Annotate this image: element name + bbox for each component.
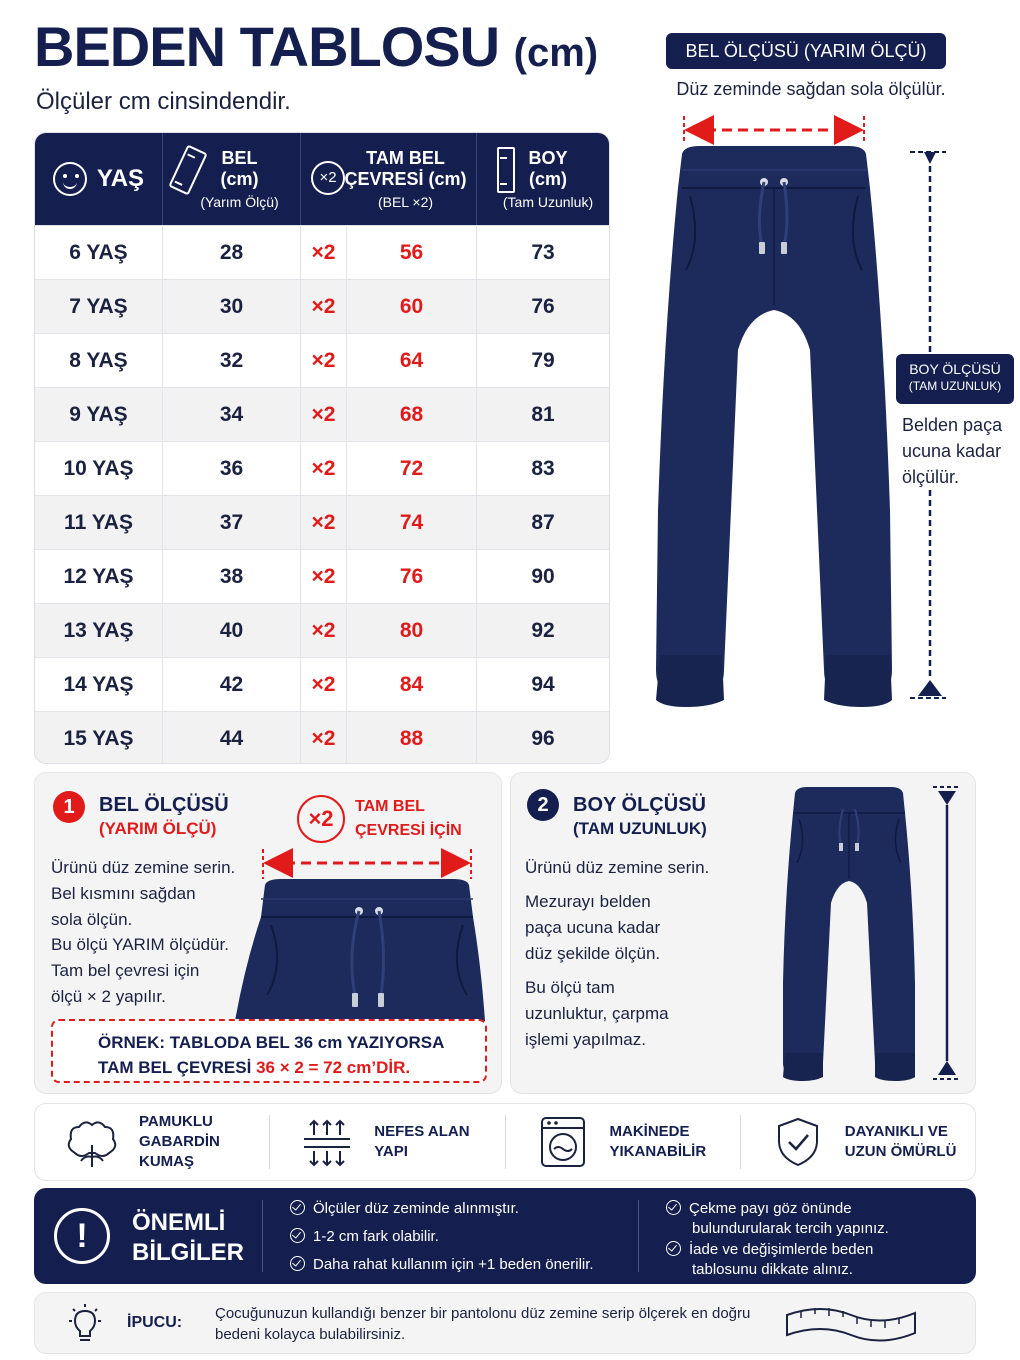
multiplier-cell: ×2 xyxy=(301,442,347,495)
multiplier-cell: ×2 xyxy=(301,604,347,657)
boy-cell: 90 xyxy=(531,564,555,588)
age-cell: 13 YAŞ xyxy=(35,604,163,657)
check-icon xyxy=(290,1228,305,1243)
bel-cell: 38 xyxy=(163,550,301,603)
age-cell: 12 YAŞ xyxy=(35,550,163,603)
boy-card-step3: Bu ölçü tam uzunluktur, çarpma işlemi yapılmaz. xyxy=(525,978,669,1049)
tam-bel-cell: 60 xyxy=(347,280,477,333)
step-number-1: 1 xyxy=(53,791,85,823)
check-icon xyxy=(290,1200,305,1215)
vertical-ruler-icon xyxy=(497,147,515,193)
table-row xyxy=(35,603,609,657)
bel-cell: 30 xyxy=(163,280,301,333)
age-cell: 14 YAŞ xyxy=(35,658,163,711)
table-row xyxy=(35,441,609,495)
shield-check-icon xyxy=(771,1115,825,1169)
header-bel: BEL (cm) (Yarım Ölçü) xyxy=(163,133,301,225)
tip-box xyxy=(34,1292,976,1354)
tip-text: Çocuğunuzun kullandığı benzer bir pantolonu düz zemine serip ölçerek en doğru bedeni kolayca bulabilirsiniz. xyxy=(215,1305,751,1343)
check-icon xyxy=(666,1241,681,1256)
check-icon xyxy=(666,1200,681,1215)
tam-bel-cell: 68 xyxy=(347,388,477,441)
bel-card-title: BEL ÖLÇÜSÜ (YARIM ÖLÇÜ) xyxy=(99,794,229,838)
tam-bel-cell: 56 xyxy=(347,226,477,279)
cotton-icon xyxy=(65,1115,119,1169)
age-cell: 15 YAŞ xyxy=(35,712,163,764)
table-row xyxy=(35,657,609,711)
lightbulb-icon xyxy=(65,1303,105,1345)
boy-measure-description: Belden paça ucuna kadar ölçülür. xyxy=(902,415,1003,488)
boy-cell: 87 xyxy=(531,510,555,534)
tam-bel-cell: 88 xyxy=(347,712,477,764)
page-title: BEDEN TABLOSU (cm) xyxy=(34,15,599,78)
bel-cell: 28 xyxy=(163,226,301,279)
pants-illustration xyxy=(656,146,892,707)
age-cell: 9 YAŞ xyxy=(35,388,163,441)
boy-card-title: BOY ÖLÇÜSÜ (TAM UZUNLUK) xyxy=(573,794,707,838)
waist-closeup-illustration xyxy=(231,845,493,1025)
age-cell: 8 YAŞ xyxy=(35,334,163,387)
table-header xyxy=(35,133,609,225)
boy-measure-badge: BOY ÖLÇÜSÜ (TAM UZUNLUK) xyxy=(896,354,1014,404)
multiplier-cell: ×2 xyxy=(301,388,347,441)
example-box: ÖRNEK: TABLODA BEL 36 cm YAZIYORSA TAM BEL ÇEVRESİ 36 × 2 = 72 cm’DİR. xyxy=(51,1019,487,1083)
bel-card-instructions: Ürünü düz zemine serin. Bel kısmını sağdan sola ölçün. Bu ölçü YARIM ölçüdür. Tam bel çevresi için ölçü × 2 yapılır. xyxy=(51,858,236,1007)
boy-card-step2: Mezurayı belden paça ucuna kadar düz şekilde ölçün. xyxy=(525,892,661,963)
age-cell: 7 YAŞ xyxy=(35,280,163,333)
features-strip xyxy=(34,1103,976,1181)
full-pants-illustration xyxy=(773,783,973,1083)
feature-machine-wash: MAKİNEDE YIKANABİLİR xyxy=(506,1115,741,1169)
table-row xyxy=(35,495,609,549)
info-item: İade ve değişimlerde beden tablosunu dikkate alınız. xyxy=(666,1239,873,1281)
boy-cell: 96 xyxy=(531,726,555,750)
feature-cotton: PAMUKLU GABARDİN KUMAŞ xyxy=(35,1115,270,1169)
info-item: Çekme payı göz önünde bulundurularak tercih yapınız. xyxy=(666,1198,889,1240)
boy-info-card xyxy=(510,772,976,1094)
table-row xyxy=(35,225,609,279)
boy-cell: 79 xyxy=(531,348,555,372)
tam-bel-cell: 64 xyxy=(347,334,477,387)
header-tam-bel: ×2 TAM BEL ÇEVRESİ (cm) (BEL ×2) xyxy=(301,133,477,225)
multiply-two-icon: ×2 xyxy=(311,161,345,195)
exclamation-icon: ! xyxy=(54,1208,110,1264)
multiplier-cell: ×2 xyxy=(301,226,347,279)
table-row xyxy=(35,387,609,441)
important-info-banner xyxy=(34,1188,976,1284)
feature-durable: DAYANIKLI VE UZUN ÖMÜRLÜ xyxy=(741,1115,975,1169)
tam-bel-cell: 84 xyxy=(347,658,477,711)
multiply-two-icon: ×2 xyxy=(297,795,345,843)
bel-cell: 37 xyxy=(163,496,301,549)
multiplier-cell: ×2 xyxy=(301,712,347,764)
check-icon xyxy=(290,1256,305,1271)
washing-machine-icon xyxy=(536,1115,590,1169)
bel-cell: 42 xyxy=(163,658,301,711)
multiplier-cell: ×2 xyxy=(301,658,347,711)
age-cell: 6 YAŞ xyxy=(35,226,163,279)
header-boy: BOY (cm) (Tam Uzunluk) xyxy=(477,133,609,225)
boy-cell: 76 xyxy=(531,294,555,318)
info-item: Ölçüler düz zeminde alınmıştır. xyxy=(290,1198,519,1219)
boy-cell: 92 xyxy=(531,618,555,642)
x2-label: TAM BEL ÇEVRESİ İÇİN xyxy=(355,798,462,839)
info-item: 1-2 cm fark olabilir. xyxy=(290,1226,439,1247)
important-heading: ÖNEMLİ BİLGİLER xyxy=(132,1209,244,1266)
boy-cell: 81 xyxy=(531,402,555,426)
smiley-icon xyxy=(53,162,87,196)
info-item: Daha rahat kullanım için +1 beden önerilir. xyxy=(290,1254,594,1275)
tam-bel-cell: 74 xyxy=(347,496,477,549)
table-row xyxy=(35,279,609,333)
boy-cell: 83 xyxy=(531,456,555,480)
table-row xyxy=(35,333,609,387)
table-row xyxy=(35,711,609,764)
bel-info-card xyxy=(34,772,502,1094)
header-age: YAŞ xyxy=(35,133,163,225)
tam-bel-cell: 76 xyxy=(347,550,477,603)
multiplier-cell: ×2 xyxy=(301,280,347,333)
tam-bel-cell: 80 xyxy=(347,604,477,657)
bel-cell: 32 xyxy=(163,334,301,387)
boy-cell: 73 xyxy=(531,240,555,264)
step-number-2: 2 xyxy=(527,789,559,821)
measuring-tape-icon xyxy=(781,1299,921,1349)
size-table xyxy=(34,132,610,764)
page-subtitle: Ölçüler cm cinsindendir. xyxy=(36,88,291,115)
tam-bel-cell: 72 xyxy=(347,442,477,495)
bel-cell: 40 xyxy=(163,604,301,657)
multiplier-cell: ×2 xyxy=(301,550,347,603)
bel-cell: 34 xyxy=(163,388,301,441)
breathable-icon xyxy=(300,1115,354,1169)
boy-card-step1: Ürünü düz zemine serin. xyxy=(525,858,710,877)
multiplier-cell: ×2 xyxy=(301,496,347,549)
bel-measure-badge: BEL ÖLÇÜSÜ (YARIM ÖLÇÜ) xyxy=(666,33,946,69)
bel-cell: 36 xyxy=(163,442,301,495)
age-cell: 11 YAŞ xyxy=(35,496,163,549)
age-cell: 10 YAŞ xyxy=(35,442,163,495)
boy-cell: 94 xyxy=(531,672,555,696)
table-row xyxy=(35,549,609,603)
tip-label: İPUCU: xyxy=(127,1314,183,1331)
waist-arrow xyxy=(684,116,864,144)
multiplier-cell: ×2 xyxy=(301,334,347,387)
bel-cell: 44 xyxy=(163,712,301,764)
bel-measure-description: Düz zeminde sağdan sola ölçülür. xyxy=(676,79,946,99)
table-body xyxy=(35,225,609,764)
feature-breathable: NEFES ALAN YAPI xyxy=(270,1115,505,1169)
